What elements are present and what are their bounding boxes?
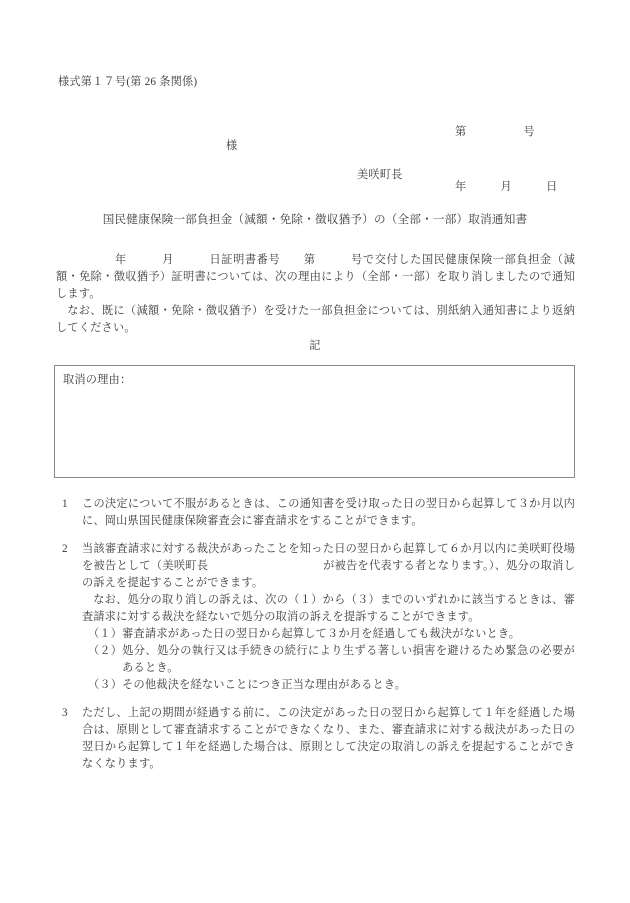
reason-box[interactable] [54, 365, 575, 478]
note-number: 1 [62, 498, 68, 510]
subitem-label: （１） [88, 628, 123, 641]
note-content [82, 496, 575, 530]
note-number: 2 [62, 543, 68, 556]
subitem-text: その他裁決を経ないことにつき正当な理由があるとき。 [122, 679, 407, 692]
note-item [56, 541, 575, 694]
note-content [82, 705, 575, 773]
note-subitem [82, 677, 575, 694]
ki-marker: 記 [309, 340, 321, 352]
body-paragraph-1: 年 月 日証明書番号 第 号で交付した国民健康保険一部負担金（減額・免除・徴収猶予）証明書については、次の理由により（全部・一部）を取り消しましたので通知します。 [56, 254, 575, 301]
document-number-field[interactable]: 第 号 [455, 126, 535, 139]
body-text [56, 252, 575, 337]
document-date-field[interactable]: 年 月 日 [455, 180, 558, 193]
note-text-secondary: なお、処分の取り消しの訴えは、次の（１）から（３）までのいずれかに該当するときは、審査請求に対する裁決を経ないで処分の取消の訴えを提訴することができます。 [82, 594, 575, 624]
issuer-name: 美咲町長 [357, 169, 403, 181]
reason-box-label: 取消の理由： [63, 374, 132, 386]
form-number: 様式第１７号(第 26 条関係) [58, 76, 198, 88]
subitem-text: 審査請求があった日の翌日から起算して３か月を経過しても裁決がないとき。 [122, 628, 521, 641]
notes-list [56, 496, 575, 784]
note-number: 3 [62, 707, 68, 720]
note-text: この決定について不服があるときは、この通知書を受け取った日の翌日から起算して３か月以内に、岡山県国民健康保険審査会に審査請求をすることができます。 [82, 498, 575, 528]
note-subitem [82, 626, 575, 643]
note-item [56, 496, 575, 530]
subitem-label: （２） [88, 645, 123, 658]
subitem-label: （３） [88, 679, 123, 692]
note-item [56, 705, 575, 773]
page-title: 国民健康保険一部負担金（減額・免除・徴収猶予）の（全部・一部）取消通知書 [102, 213, 528, 226]
note-text: ただし、上記の期間が経過する前に、この決定があった日の翌日から起算して１年を経過した場合は、原則として審査請求することができなくなり、また、審査請求に対する裁決があった日の翌日から起算して１年を経過した場合は、原則として決定の取消しの訴えを提起することができなくなります。 [82, 707, 575, 771]
note-text: 当該審査請求に対する裁決があったことを知った日の翌日から起算して６か月以内に美咲町役場を被告として（美咲町長 が被告を代表する者となります。）、処分の取消しの訴えを提起することができます。 [82, 543, 575, 590]
subitem-text: 処分、処分の執行又は手続きの続行により生ずる著しい損害を避けるため緊急の必要があるとき。 [122, 645, 575, 675]
body-paragraph-2: なお、既に（減額・免除・徴収猶予）を受けた一部負担金については、別紙納入通知書により返納してください。 [56, 305, 575, 335]
note-content [82, 541, 575, 694]
note-subitem [82, 643, 575, 677]
addressee-honorific: 様 [226, 140, 238, 152]
